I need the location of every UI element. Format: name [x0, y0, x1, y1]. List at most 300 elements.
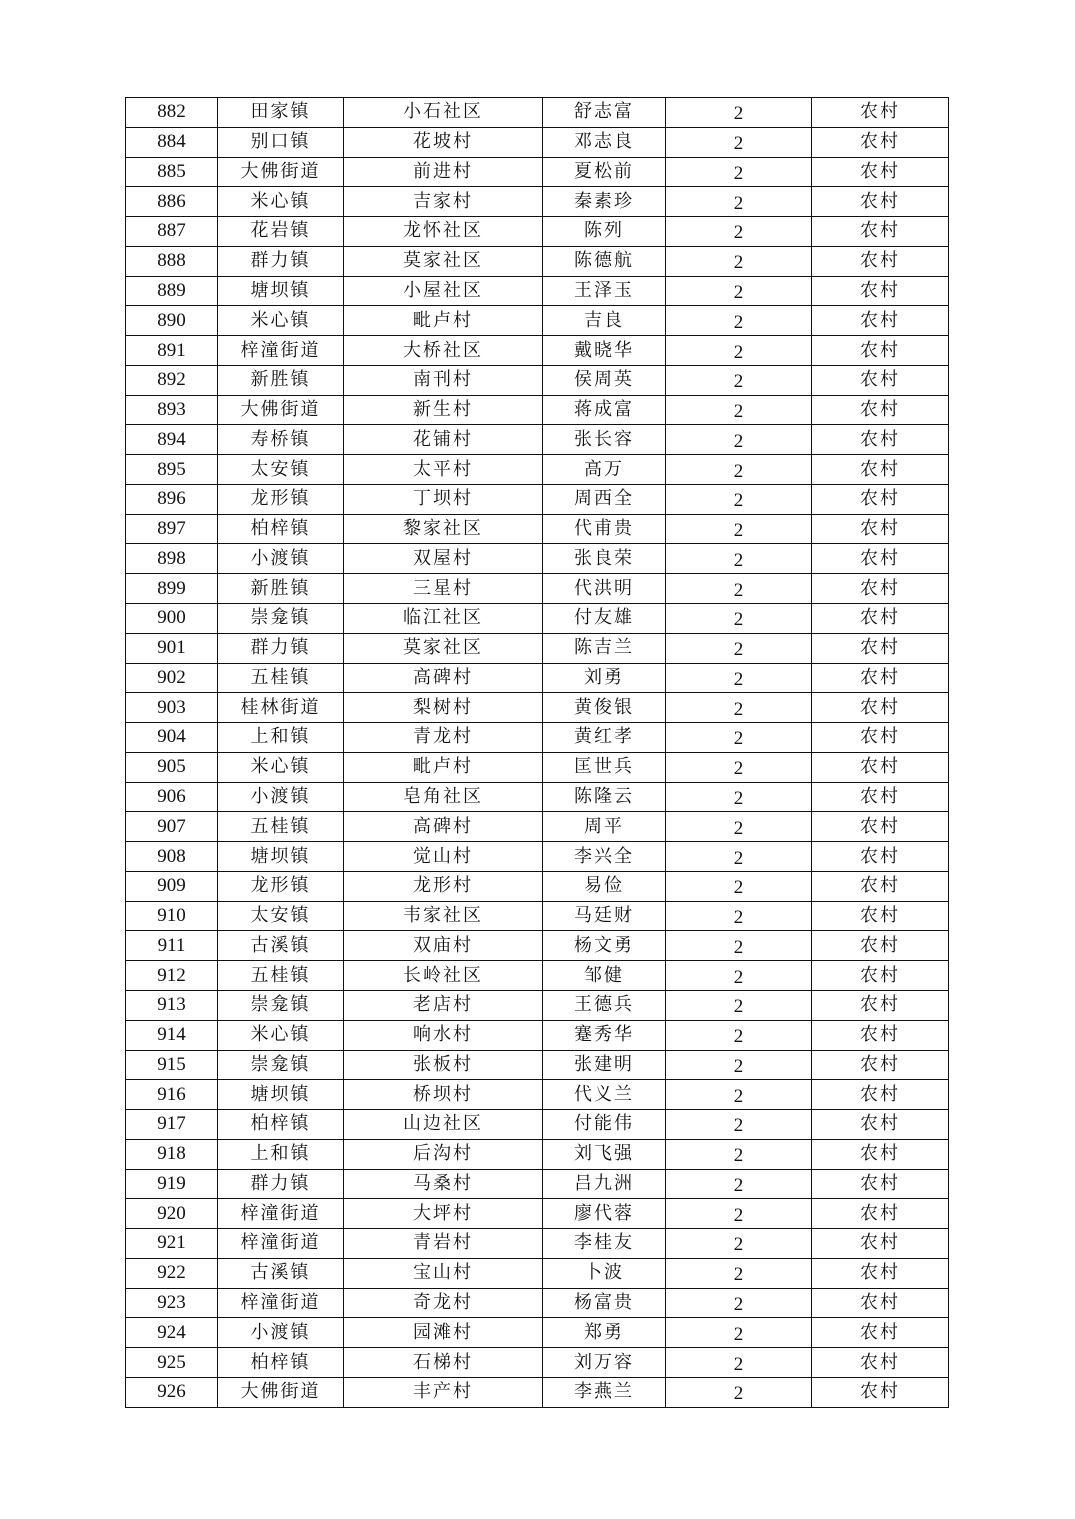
serial-number-cell: 885: [126, 157, 218, 187]
count-cell: 2: [666, 1080, 812, 1110]
town-cell: 太安镇: [218, 455, 344, 485]
village-cell: 大坪村: [344, 1199, 543, 1229]
serial-number-cell: 896: [126, 484, 218, 514]
serial-number-cell: 914: [126, 1020, 218, 1050]
person-name-cell: 陈隆云: [543, 782, 666, 812]
count-cell: 2: [666, 723, 812, 753]
person-name-cell: 付能伟: [543, 1110, 666, 1140]
household-type-cell: 农村: [812, 693, 949, 723]
table-row: [126, 931, 949, 961]
person-name-cell: 王泽玉: [543, 276, 666, 306]
town-cell: 梓潼街道: [218, 336, 344, 366]
person-name-cell: 刘飞强: [543, 1139, 666, 1169]
village-cell: 临江社区: [344, 604, 543, 634]
household-type-cell: 农村: [812, 812, 949, 842]
town-cell: 龙形镇: [218, 871, 344, 901]
person-name-cell: 代义兰: [543, 1080, 666, 1110]
person-name-cell: 刘万容: [543, 1348, 666, 1378]
village-cell: 奇龙村: [344, 1288, 543, 1318]
count-cell: 2: [666, 187, 812, 217]
town-cell: 古溪镇: [218, 931, 344, 961]
count-cell: 2: [666, 782, 812, 812]
village-cell: 小屋社区: [344, 276, 543, 306]
village-cell: 新生村: [344, 395, 543, 425]
village-cell: 青龙村: [344, 723, 543, 753]
village-cell: 莫家社区: [344, 633, 543, 663]
village-cell: 黎家社区: [344, 514, 543, 544]
household-type-cell: 农村: [812, 336, 949, 366]
table-row: [126, 306, 949, 336]
table-row: [126, 217, 949, 247]
person-name-cell: 吕九洲: [543, 1169, 666, 1199]
household-type-cell: 农村: [812, 246, 949, 276]
household-type-cell: 农村: [812, 276, 949, 306]
person-name-cell: 廖代蓉: [543, 1199, 666, 1229]
serial-number-cell: 889: [126, 276, 218, 306]
table-row: [126, 1169, 949, 1199]
table-row: [126, 1229, 949, 1259]
town-cell: 小渡镇: [218, 1318, 344, 1348]
count-cell: 2: [666, 425, 812, 455]
table-row: [126, 1288, 949, 1318]
count-cell: 2: [666, 246, 812, 276]
person-name-cell: 李兴全: [543, 842, 666, 872]
household-type-cell: 农村: [812, 1199, 949, 1229]
count-cell: 2: [666, 1288, 812, 1318]
village-cell: 毗卢村: [344, 752, 543, 782]
table-row: [126, 246, 949, 276]
village-cell: 太平村: [344, 455, 543, 485]
serial-number-cell: 892: [126, 365, 218, 395]
count-cell: 2: [666, 1377, 812, 1407]
town-cell: 柏梓镇: [218, 1348, 344, 1378]
person-name-cell: 代洪明: [543, 574, 666, 604]
table-row: [126, 425, 949, 455]
table-row: [126, 544, 949, 574]
person-name-cell: 戴晓华: [543, 336, 666, 366]
count-cell: 2: [666, 514, 812, 544]
village-cell: 南刊村: [344, 365, 543, 395]
serial-number-cell: 910: [126, 901, 218, 931]
town-cell: 寿桥镇: [218, 425, 344, 455]
table-row: [126, 604, 949, 634]
village-cell: 丁坝村: [344, 484, 543, 514]
household-type-cell: 农村: [812, 187, 949, 217]
count-cell: 2: [666, 961, 812, 991]
count-cell: 2: [666, 1110, 812, 1140]
town-cell: 米心镇: [218, 1020, 344, 1050]
village-cell: 双庙村: [344, 931, 543, 961]
household-type-cell: 农村: [812, 1229, 949, 1259]
serial-number-cell: 917: [126, 1110, 218, 1140]
household-type-cell: 农村: [812, 931, 949, 961]
household-type-cell: 农村: [812, 217, 949, 247]
person-name-cell: 卜波: [543, 1258, 666, 1288]
town-cell: 大佛街道: [218, 1377, 344, 1407]
count-cell: 2: [666, 990, 812, 1020]
count-cell: 2: [666, 544, 812, 574]
count-cell: 2: [666, 127, 812, 157]
table-row: [126, 782, 949, 812]
serial-number-cell: 901: [126, 633, 218, 663]
table-row: [126, 365, 949, 395]
serial-number-cell: 907: [126, 812, 218, 842]
household-type-cell: 农村: [812, 1080, 949, 1110]
table-row: [126, 157, 949, 187]
household-type-cell: 农村: [812, 990, 949, 1020]
count-cell: 2: [666, 1050, 812, 1080]
serial-number-cell: 904: [126, 723, 218, 753]
count-cell: 2: [666, 1020, 812, 1050]
serial-number-cell: 915: [126, 1050, 218, 1080]
town-cell: 塘坝镇: [218, 842, 344, 872]
person-name-cell: 张建明: [543, 1050, 666, 1080]
town-cell: 田家镇: [218, 98, 344, 128]
household-type-cell: 农村: [812, 1288, 949, 1318]
village-cell: 响水村: [344, 1020, 543, 1050]
person-name-cell: 邹健: [543, 961, 666, 991]
table-row: [126, 187, 949, 217]
count-cell: 2: [666, 455, 812, 485]
person-name-cell: 付友雄: [543, 604, 666, 634]
count-cell: 2: [666, 842, 812, 872]
household-type-cell: 农村: [812, 901, 949, 931]
serial-number-cell: 900: [126, 604, 218, 634]
count-cell: 2: [666, 1348, 812, 1378]
serial-number-cell: 920: [126, 1199, 218, 1229]
serial-number-cell: 884: [126, 127, 218, 157]
serial-number-cell: 902: [126, 663, 218, 693]
household-type-cell: 农村: [812, 395, 949, 425]
serial-number-cell: 894: [126, 425, 218, 455]
town-cell: 群力镇: [218, 1169, 344, 1199]
serial-number-cell: 888: [126, 246, 218, 276]
town-cell: 小渡镇: [218, 544, 344, 574]
table-row: [126, 395, 949, 425]
person-name-cell: 陈吉兰: [543, 633, 666, 663]
village-cell: 马桑村: [344, 1169, 543, 1199]
town-cell: 群力镇: [218, 246, 344, 276]
serial-number-cell: 893: [126, 395, 218, 425]
serial-number-cell: 886: [126, 187, 218, 217]
serial-number-cell: 926: [126, 1377, 218, 1407]
household-type-cell: 农村: [812, 365, 949, 395]
village-cell: 山边社区: [344, 1110, 543, 1140]
town-cell: 塘坝镇: [218, 276, 344, 306]
serial-number-cell: 909: [126, 871, 218, 901]
count-cell: 2: [666, 1139, 812, 1169]
town-cell: 米心镇: [218, 306, 344, 336]
town-cell: 五桂镇: [218, 812, 344, 842]
count-cell: 2: [666, 157, 812, 187]
village-cell: 韦家社区: [344, 901, 543, 931]
serial-number-cell: 905: [126, 752, 218, 782]
household-type-cell: 农村: [812, 1318, 949, 1348]
serial-number-cell: 919: [126, 1169, 218, 1199]
table-row: [126, 574, 949, 604]
count-cell: 2: [666, 395, 812, 425]
village-cell: 小石社区: [344, 98, 543, 128]
village-cell: 青岩村: [344, 1229, 543, 1259]
town-cell: 太安镇: [218, 901, 344, 931]
village-cell: 觉山村: [344, 842, 543, 872]
person-name-cell: 易俭: [543, 871, 666, 901]
table-row: [126, 901, 949, 931]
village-cell: 莫家社区: [344, 246, 543, 276]
village-cell: 老店村: [344, 990, 543, 1020]
count-cell: 2: [666, 98, 812, 128]
household-type-cell: 农村: [812, 871, 949, 901]
person-name-cell: 周平: [543, 812, 666, 842]
person-name-cell: 蹇秀华: [543, 1020, 666, 1050]
person-name-cell: 黄俊银: [543, 693, 666, 723]
serial-number-cell: 923: [126, 1288, 218, 1318]
village-cell: 后沟村: [344, 1139, 543, 1169]
count-cell: 2: [666, 931, 812, 961]
person-name-cell: 张长容: [543, 425, 666, 455]
serial-number-cell: 924: [126, 1318, 218, 1348]
town-cell: 新胜镇: [218, 365, 344, 395]
table-row: [126, 1139, 949, 1169]
household-type-cell: 农村: [812, 604, 949, 634]
serial-number-cell: 897: [126, 514, 218, 544]
count-cell: 2: [666, 336, 812, 366]
household-type-cell: 农村: [812, 842, 949, 872]
table-row: [126, 1199, 949, 1229]
village-cell: 大桥社区: [344, 336, 543, 366]
village-cell: 长岭社区: [344, 961, 543, 991]
village-cell: 园滩村: [344, 1318, 543, 1348]
table-row: [126, 723, 949, 753]
serial-number-cell: 921: [126, 1229, 218, 1259]
person-name-cell: 陈德航: [543, 246, 666, 276]
town-cell: 上和镇: [218, 723, 344, 753]
village-cell: 吉家村: [344, 187, 543, 217]
village-cell: 宝山村: [344, 1258, 543, 1288]
person-name-cell: 周西全: [543, 484, 666, 514]
count-cell: 2: [666, 1258, 812, 1288]
village-cell: 双屋村: [344, 544, 543, 574]
town-cell: 梓潼街道: [218, 1288, 344, 1318]
serial-number-cell: 899: [126, 574, 218, 604]
person-name-cell: 代甫贵: [543, 514, 666, 544]
table-row: [126, 1377, 949, 1407]
village-cell: 石梯村: [344, 1348, 543, 1378]
person-name-cell: 杨富贵: [543, 1288, 666, 1318]
household-type-cell: 农村: [812, 961, 949, 991]
count-cell: 2: [666, 871, 812, 901]
village-cell: 皂角社区: [344, 782, 543, 812]
town-cell: 柏梓镇: [218, 514, 344, 544]
serial-number-cell: 918: [126, 1139, 218, 1169]
roster-table: [125, 97, 949, 1408]
household-type-cell: 农村: [812, 1258, 949, 1288]
count-cell: 2: [666, 901, 812, 931]
town-cell: 小渡镇: [218, 782, 344, 812]
person-name-cell: 侯周英: [543, 365, 666, 395]
town-cell: 梓潼街道: [218, 1229, 344, 1259]
serial-number-cell: 887: [126, 217, 218, 247]
person-name-cell: 马廷财: [543, 901, 666, 931]
village-cell: 花坡村: [344, 127, 543, 157]
village-cell: 毗卢村: [344, 306, 543, 336]
household-type-cell: 农村: [812, 633, 949, 663]
village-cell: 高碑村: [344, 812, 543, 842]
person-name-cell: 郑勇: [543, 1318, 666, 1348]
village-cell: 桥坝村: [344, 1080, 543, 1110]
person-name-cell: 舒志富: [543, 98, 666, 128]
table-row: [126, 1050, 949, 1080]
town-cell: 崇龛镇: [218, 990, 344, 1020]
count-cell: 2: [666, 604, 812, 634]
town-cell: 群力镇: [218, 633, 344, 663]
person-name-cell: 李燕兰: [543, 1377, 666, 1407]
serial-number-cell: 890: [126, 306, 218, 336]
serial-number-cell: 895: [126, 455, 218, 485]
village-cell: 丰产村: [344, 1377, 543, 1407]
village-cell: 前进村: [344, 157, 543, 187]
person-name-cell: 蒋成富: [543, 395, 666, 425]
table-row: [126, 336, 949, 366]
village-cell: 三星村: [344, 574, 543, 604]
serial-number-cell: 916: [126, 1080, 218, 1110]
table-row: [126, 842, 949, 872]
village-cell: 高碑村: [344, 663, 543, 693]
town-cell: 桂林街道: [218, 693, 344, 723]
count-cell: 2: [666, 574, 812, 604]
count-cell: 2: [666, 812, 812, 842]
count-cell: 2: [666, 1169, 812, 1199]
household-type-cell: 农村: [812, 514, 949, 544]
town-cell: 新胜镇: [218, 574, 344, 604]
person-name-cell: 张良荣: [543, 544, 666, 574]
household-type-cell: 农村: [812, 1050, 949, 1080]
count-cell: 2: [666, 1199, 812, 1229]
town-cell: 柏梓镇: [218, 1110, 344, 1140]
count-cell: 2: [666, 217, 812, 247]
town-cell: 大佛街道: [218, 395, 344, 425]
serial-number-cell: 922: [126, 1258, 218, 1288]
table-row: [126, 990, 949, 1020]
count-cell: 2: [666, 663, 812, 693]
household-type-cell: 农村: [812, 98, 949, 128]
person-name-cell: 夏松前: [543, 157, 666, 187]
table-row: [126, 455, 949, 485]
person-name-cell: 匡世兵: [543, 752, 666, 782]
person-name-cell: 李桂友: [543, 1229, 666, 1259]
serial-number-cell: 911: [126, 931, 218, 961]
household-type-cell: 农村: [812, 663, 949, 693]
table-row: [126, 693, 949, 723]
count-cell: 2: [666, 365, 812, 395]
serial-number-cell: 906: [126, 782, 218, 812]
person-name-cell: 高万: [543, 455, 666, 485]
person-name-cell: 黄红孝: [543, 723, 666, 753]
household-type-cell: 农村: [812, 1169, 949, 1199]
serial-number-cell: 898: [126, 544, 218, 574]
count-cell: 2: [666, 633, 812, 663]
table-row: [126, 961, 949, 991]
count-cell: 2: [666, 1229, 812, 1259]
town-cell: 花岩镇: [218, 217, 344, 247]
household-type-cell: 农村: [812, 574, 949, 604]
serial-number-cell: 913: [126, 990, 218, 1020]
table-row: [126, 812, 949, 842]
table-row: [126, 1080, 949, 1110]
person-name-cell: 杨文勇: [543, 931, 666, 961]
serial-number-cell: 925: [126, 1348, 218, 1378]
household-type-cell: 农村: [812, 544, 949, 574]
town-cell: 米心镇: [218, 187, 344, 217]
village-cell: 梨树村: [344, 693, 543, 723]
count-cell: 2: [666, 484, 812, 514]
town-cell: 五桂镇: [218, 961, 344, 991]
household-type-cell: 农村: [812, 455, 949, 485]
village-cell: 张板村: [344, 1050, 543, 1080]
person-name-cell: 秦素珍: [543, 187, 666, 217]
village-cell: 龙怀社区: [344, 217, 543, 247]
table-row: [126, 98, 949, 128]
person-name-cell: 刘勇: [543, 663, 666, 693]
count-cell: 2: [666, 693, 812, 723]
town-cell: 别口镇: [218, 127, 344, 157]
table-row: [126, 633, 949, 663]
table-row: [126, 1110, 949, 1140]
person-name-cell: 王德兵: [543, 990, 666, 1020]
household-type-cell: 农村: [812, 1348, 949, 1378]
town-cell: 上和镇: [218, 1139, 344, 1169]
village-cell: 龙形村: [344, 871, 543, 901]
serial-number-cell: 903: [126, 693, 218, 723]
household-type-cell: 农村: [812, 1020, 949, 1050]
household-type-cell: 农村: [812, 425, 949, 455]
household-type-cell: 农村: [812, 1110, 949, 1140]
household-type-cell: 农村: [812, 752, 949, 782]
table-row: [126, 752, 949, 782]
table-row: [126, 276, 949, 306]
table-row: [126, 1020, 949, 1050]
table-row: [126, 1318, 949, 1348]
household-type-cell: 农村: [812, 484, 949, 514]
table-row: [126, 1258, 949, 1288]
roster-table-body: [126, 98, 949, 1408]
household-type-cell: 农村: [812, 157, 949, 187]
household-type-cell: 农村: [812, 782, 949, 812]
table-row: [126, 484, 949, 514]
town-cell: 米心镇: [218, 752, 344, 782]
serial-number-cell: 912: [126, 961, 218, 991]
town-cell: 崇龛镇: [218, 1050, 344, 1080]
person-name-cell: 邓志良: [543, 127, 666, 157]
count-cell: 2: [666, 276, 812, 306]
table-row: [126, 663, 949, 693]
town-cell: 塘坝镇: [218, 1080, 344, 1110]
town-cell: 龙形镇: [218, 484, 344, 514]
table-row: [126, 127, 949, 157]
count-cell: 2: [666, 1318, 812, 1348]
town-cell: 古溪镇: [218, 1258, 344, 1288]
town-cell: 五桂镇: [218, 663, 344, 693]
household-type-cell: 农村: [812, 127, 949, 157]
town-cell: 大佛街道: [218, 157, 344, 187]
person-name-cell: 吉良: [543, 306, 666, 336]
town-cell: 崇龛镇: [218, 604, 344, 634]
household-type-cell: 农村: [812, 1377, 949, 1407]
village-cell: 花铺村: [344, 425, 543, 455]
serial-number-cell: 908: [126, 842, 218, 872]
household-type-cell: 农村: [812, 1139, 949, 1169]
serial-number-cell: 882: [126, 98, 218, 128]
